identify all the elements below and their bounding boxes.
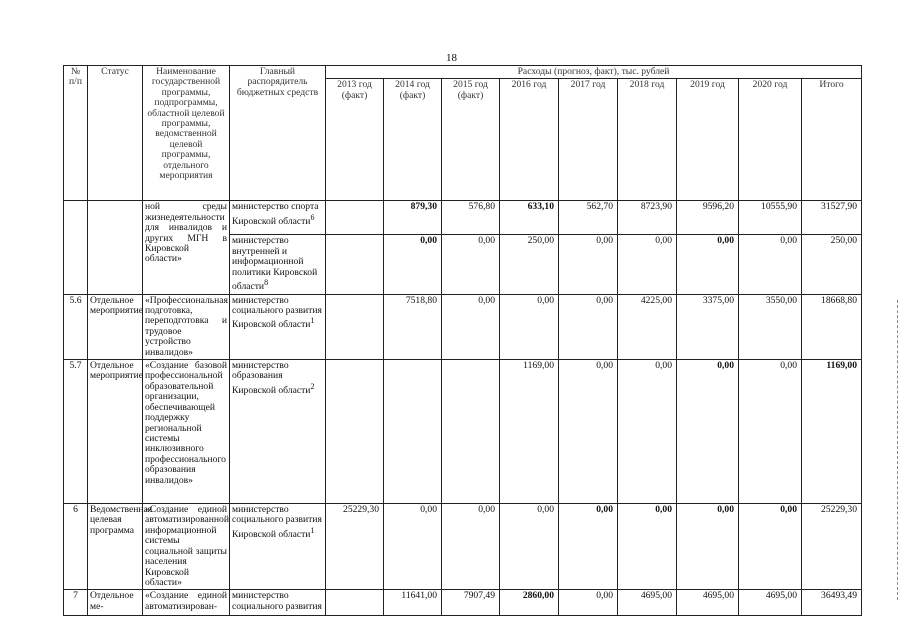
row-value (326, 294, 384, 359)
row-value: 1169,00 (500, 360, 559, 504)
table-row (64, 590, 862, 616)
row-value: 879,30 (384, 201, 442, 235)
row-value: 2860,00 (500, 590, 559, 616)
header-year: 2017 год (559, 79, 618, 201)
row-value: 0,00 (442, 294, 500, 359)
row-executor: министерство социального развития Кировской области$^1$ (230, 294, 326, 359)
page-number: 18 (446, 52, 457, 64)
header-executor: Главный распорядитель бюджетных средств (230, 66, 326, 201)
row-value (384, 360, 442, 504)
row-num: 6 (64, 504, 88, 590)
table-row (64, 360, 862, 504)
row-num: 5.6 (64, 294, 88, 359)
row-value: 7907,49 (442, 590, 500, 616)
row-value: 25229,30 (326, 504, 384, 590)
scan-edge-line (897, 300, 899, 600)
row-value: 0,00 (739, 235, 802, 294)
row-value (326, 360, 384, 504)
header-expenses-group: Расходы (прогноз, факт), тыс. рублей (326, 66, 862, 79)
row-value: 0,00 (559, 294, 618, 359)
row-name: «Профессиональная подготовка, переподготовка и трудовое устройство инвалидов» (143, 294, 230, 359)
row-status: Отдельное мероприятие (88, 294, 143, 359)
row-value: 0,00 (559, 360, 618, 504)
row-num (64, 201, 88, 294)
row-total: 250,00 (802, 235, 862, 294)
row-value: 0,00 (618, 504, 677, 590)
row-name: «Создание базовой профессиональной образовательной организации, обеспечивающей поддержку региональной системы инклюзивного профессионального образования инвалидов» (143, 360, 230, 504)
header-year: 2016 год (500, 79, 559, 201)
row-value: 7518,80 (384, 294, 442, 359)
row-value: 0,00 (677, 360, 739, 504)
row-total: 25229,30 (802, 504, 862, 590)
row-value: 562,70 (559, 201, 618, 235)
header-year: 2015 год (факт) (442, 79, 500, 201)
row-name: «Создание единой автоматизированной информационной системы социальной защиты населения Кировской области» (143, 504, 230, 590)
header-year: 2013 год (факт) (326, 79, 384, 201)
table-row (64, 201, 862, 235)
row-value: 0,00 (559, 504, 618, 590)
row-value: 0,00 (500, 294, 559, 359)
row-status: Отдельное мероприятие (88, 360, 143, 504)
row-value: 0,00 (739, 360, 802, 504)
header-num: № п/п (64, 66, 88, 201)
row-value: 4695,00 (677, 590, 739, 616)
row-value: 0,00 (559, 235, 618, 294)
row-value: 4695,00 (618, 590, 677, 616)
header-year: 2018 год (618, 79, 677, 201)
header-total: Итого (802, 79, 862, 201)
row-executor: министерство социального развития Кировской области$^1$ (230, 504, 326, 590)
header-year: 2020 год (739, 79, 802, 201)
row-value: 0,00 (677, 235, 739, 294)
row-value: 0,00 (384, 235, 442, 294)
row-value (326, 235, 384, 294)
expenses-table (63, 65, 862, 616)
row-num: 7 (64, 590, 88, 616)
row-name: «Создание единой автоматизирован- (143, 590, 230, 616)
header-status: Статус (88, 66, 143, 201)
row-total: 36493,49 (802, 590, 862, 616)
table-row (64, 294, 862, 359)
row-value: 633,10 (500, 201, 559, 235)
row-num: 5.7 (64, 360, 88, 504)
header-year: 2019 год (677, 79, 739, 201)
row-executor: министерство внутренней и информационной политики Кировской области$^8$ (230, 235, 326, 294)
row-status: Ведомственная целевая программа (88, 504, 143, 590)
row-value: 8723,90 (618, 201, 677, 235)
row-value: 4695,00 (739, 590, 802, 616)
table-row (64, 504, 862, 590)
row-value: 9596,20 (677, 201, 739, 235)
row-total: 1169,00 (802, 360, 862, 504)
row-value: 0,00 (559, 590, 618, 616)
row-value: 10555,90 (739, 201, 802, 235)
row-value: 0,00 (739, 504, 802, 590)
row-value: 0,00 (677, 504, 739, 590)
header-year: 2014 год (факт) (384, 79, 442, 201)
row-value: 576,80 (442, 201, 500, 235)
row-value: 11641,00 (384, 590, 442, 616)
row-total: 31527,90 (802, 201, 862, 235)
row-executor: министерство спорта Кировской области$^6$ (230, 201, 326, 235)
row-name: ной среды жизнедеятельности для инвалидов и других МГН в Кировской области» (143, 201, 230, 294)
row-value: 0,00 (384, 504, 442, 590)
row-value: 250,00 (500, 235, 559, 294)
row-value: 0,00 (618, 235, 677, 294)
row-value: 3375,00 (677, 294, 739, 359)
row-value: 0,00 (500, 504, 559, 590)
row-status (88, 201, 143, 294)
row-value: 4225,00 (618, 294, 677, 359)
row-value: 0,00 (442, 504, 500, 590)
row-value: 0,00 (442, 235, 500, 294)
row-value (442, 360, 500, 504)
header-name: Наименование государственной программы, подпрограммы, областной целевой программы, ведомственной целевой программы, отдельного мероприятия (143, 66, 230, 201)
row-total: 18668,80 (802, 294, 862, 359)
row-executor: министерство социального развития (230, 590, 326, 616)
row-executor: министерство образования Кировской области$^2$ (230, 360, 326, 504)
row-status: Отдельное ме- (88, 590, 143, 616)
row-value (326, 590, 384, 616)
row-value: 3550,00 (739, 294, 802, 359)
row-value (326, 201, 384, 235)
row-value: 0,00 (618, 360, 677, 504)
